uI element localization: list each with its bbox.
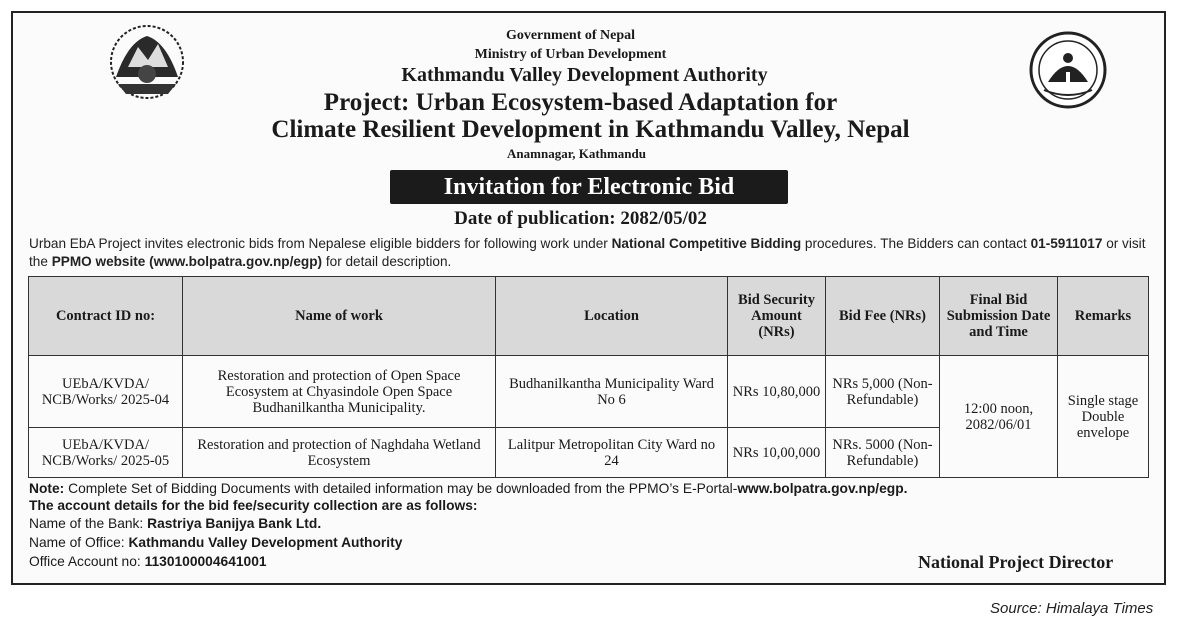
- ministry-line: Ministry of Urban Development: [474, 47, 667, 62]
- work-name-cell: Restoration and protection of Open Space Ecosystem at Chyasindole Open Space Budhanilkantha Municipality.: [183, 356, 496, 428]
- table-header-row: [29, 277, 1149, 356]
- project-title-line2: Climate Resilient Development in Kathmandu Valley, Nepal: [271, 116, 910, 143]
- office-name-line: Name of Office: Kathmandu Valley Development Authority: [29, 535, 403, 550]
- header-bid-security: Bid Security Amount (NRs): [728, 277, 826, 356]
- government-line: Government of Nepal: [505, 28, 636, 43]
- account-heading: The account details for the bid fee/security collection are as follows:: [29, 498, 478, 513]
- address-line: Anamnagar, Kathmandu: [507, 146, 646, 161]
- location-cell: Budhanilkantha Municipality Ward No 6: [496, 356, 728, 428]
- bid-security-cell: NRs 10,80,000: [728, 356, 826, 428]
- bank-name-line: Name of the Bank: Rastriya Banijya Bank Ltd.: [29, 516, 322, 531]
- submission-date-cell: 12:00 noon, 2082/06/01: [940, 356, 1058, 478]
- account-number-line: Office Account no: 1130100004641001: [29, 554, 267, 569]
- contract-id-cell: UEbA/KVDA/ NCB/Works/ 2025-04: [29, 356, 183, 428]
- bid-fee-cell: NRs. 5000 (Non-Refundable): [826, 428, 940, 478]
- table-row: [29, 356, 1149, 428]
- authority-line: Kathmandu Valley Development Authority: [401, 64, 768, 86]
- header-bid-fee: Bid Fee (NRs): [826, 277, 940, 356]
- bid-security-cell: NRs 10,00,000: [728, 428, 826, 478]
- note-line: Note: Complete Set of Bidding Documents with detailed information may be downloaded from the PPMO’s E-Portal-www.bolpatra.gov.np/egp.: [29, 481, 908, 496]
- header-name-of-work: Name of work: [183, 277, 496, 356]
- contract-id-cell: UEbA/KVDA/ NCB/Works/ 2025-05: [29, 428, 183, 478]
- remarks-cell: Single stage Double envelope: [1058, 356, 1149, 478]
- bid-fee-cell: NRs 5,000 (Non-Refundable): [826, 356, 940, 428]
- signatory: National Project Director: [918, 552, 1114, 572]
- intro-paragraph: Urban EbA Project invites electronic bids from Nepalese eligible bidders for following work under National Competitive Bidding procedures. The Bidders can contact 01-5911017 or visit the PPMO website (www.bolpatra.gov.np/egp) for detail description.: [29, 236, 1146, 269]
- location-cell: Lalitpur Metropolitan City Ward no 24: [496, 428, 728, 478]
- header-submission: Final Bid Submission Date and Time: [940, 277, 1058, 356]
- work-name-cell: Restoration and protection of Naghdaha Wetland Ecosystem: [183, 428, 496, 478]
- source-credit: Source: Himalaya Times: [990, 600, 1154, 617]
- header-location: Location: [496, 277, 728, 356]
- publication-date: Date of publication: 2082/05/02: [454, 208, 707, 229]
- notice-banner: Invitation for Electronic Bid: [390, 170, 788, 204]
- bid-table: [28, 276, 1149, 478]
- header-contract-id: Contract ID no:: [29, 277, 183, 356]
- project-title-line1: Project: Urban Ecosystem-based Adaptation for: [323, 89, 838, 116]
- header-remarks: Remarks: [1058, 277, 1149, 356]
